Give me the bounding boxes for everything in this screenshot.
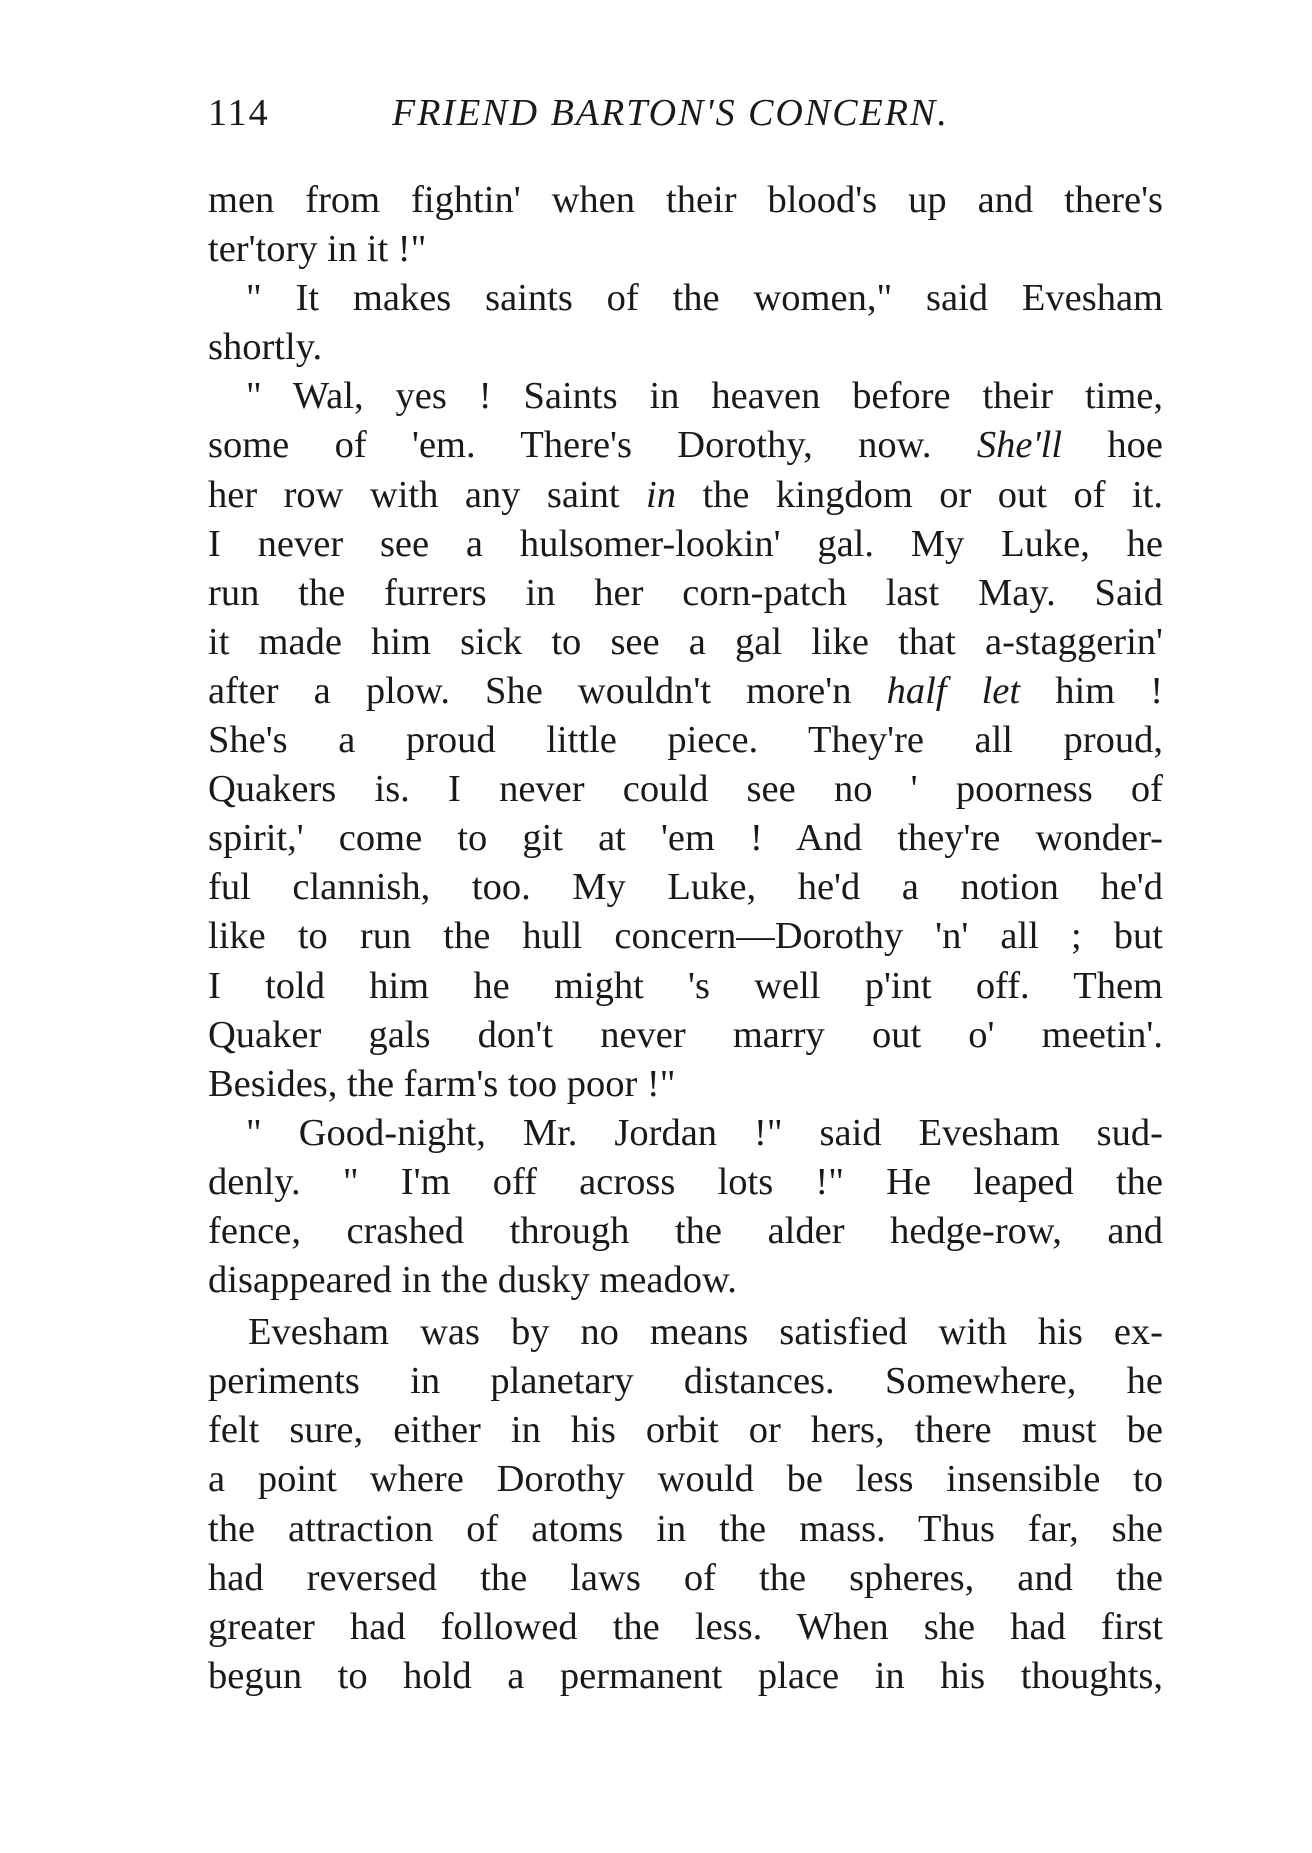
text-line: ful clannish, too. My Luke, he'd a notion he'd xyxy=(208,866,1163,909)
text-line: Quaker gals don't never marry out o' meetin'. xyxy=(208,1013,1163,1056)
running-title: FRIEND BARTON'S CONCERN. xyxy=(392,92,949,134)
text-line xyxy=(208,421,1163,470)
text-line: begun to hold a permanent place in his thoughts, xyxy=(208,1654,1163,1697)
italic-text: She'll xyxy=(976,424,1063,467)
text-line: fence, crashed through the alder hedge-row, and xyxy=(208,1209,1163,1252)
text-line: I never see a hulsomer-lookin' gal. My Luke, he xyxy=(208,522,1163,565)
text-line: Besides, the farm's too poor !" xyxy=(208,1062,676,1105)
text-line: greater had followed the less. When she had first xyxy=(208,1605,1163,1648)
text-run: some of 'em. There's Dorothy, now. xyxy=(208,424,977,467)
text-line: " Wal, yes ! Saints in heaven before their time, xyxy=(246,375,1163,418)
text-line: men from fightin' when their blood's up and there's xyxy=(208,179,1163,221)
text-line xyxy=(208,667,1163,716)
text-line: " Good-night, Mr. Jordan !" said Evesham sud- xyxy=(246,1111,1163,1154)
text-line xyxy=(208,471,1163,520)
italic-text: half let xyxy=(886,669,1021,712)
text-line: it made him sick to see a gal like that a-staggerin' xyxy=(208,620,1163,663)
text-line: Evesham was by no means satisfied with his ex- xyxy=(248,1311,1163,1354)
text-line: like to run the hull concern—Dorothy 'n' all ; but xyxy=(208,915,1163,958)
text-line: felt sure, either in his orbit or hers, there must be xyxy=(208,1409,1163,1452)
page-header xyxy=(208,88,1163,138)
text-run: him ! xyxy=(1020,669,1164,712)
text-line: periments in planetary distances. Somewhere, he xyxy=(208,1360,1163,1403)
text-line: Quakers is. I never could see no ' poorness of xyxy=(208,768,1163,811)
text-run: the kingdom or out of it. xyxy=(676,473,1163,516)
text-line: a point where Dorothy would be less insensible to xyxy=(208,1458,1163,1501)
text-line: had reversed the laws of the spheres, and the xyxy=(208,1556,1163,1599)
text-run: hoe xyxy=(1062,424,1164,467)
text-line: shortly. xyxy=(208,326,323,369)
text-line: the attraction of atoms in the mass. Thus far, she xyxy=(208,1507,1163,1550)
text-run: after a plow. She wouldn't more'n xyxy=(208,669,887,712)
text-line: spirit,' come to git at 'em ! And they're wonder- xyxy=(208,817,1163,860)
italic-text: in xyxy=(646,473,676,516)
text-line: disappeared in the dusky meadow. xyxy=(208,1259,737,1302)
body-text xyxy=(208,176,1163,1701)
text-line: She's a proud little piece. They're all proud, xyxy=(208,719,1163,762)
text-run: her row with any saint xyxy=(208,473,647,516)
text-line: denly. " I'm off across lots !" He leaped the xyxy=(208,1160,1163,1203)
text-line: run the furrers in her corn-patch last May. Said xyxy=(208,571,1163,614)
page-number: 114 xyxy=(208,92,270,134)
text-line: I told him he might 's well p'int off. Them xyxy=(208,964,1163,1007)
text-line: " It makes saints of the women," said Evesham xyxy=(246,277,1163,320)
text-line: ter'tory in it !" xyxy=(208,228,427,271)
